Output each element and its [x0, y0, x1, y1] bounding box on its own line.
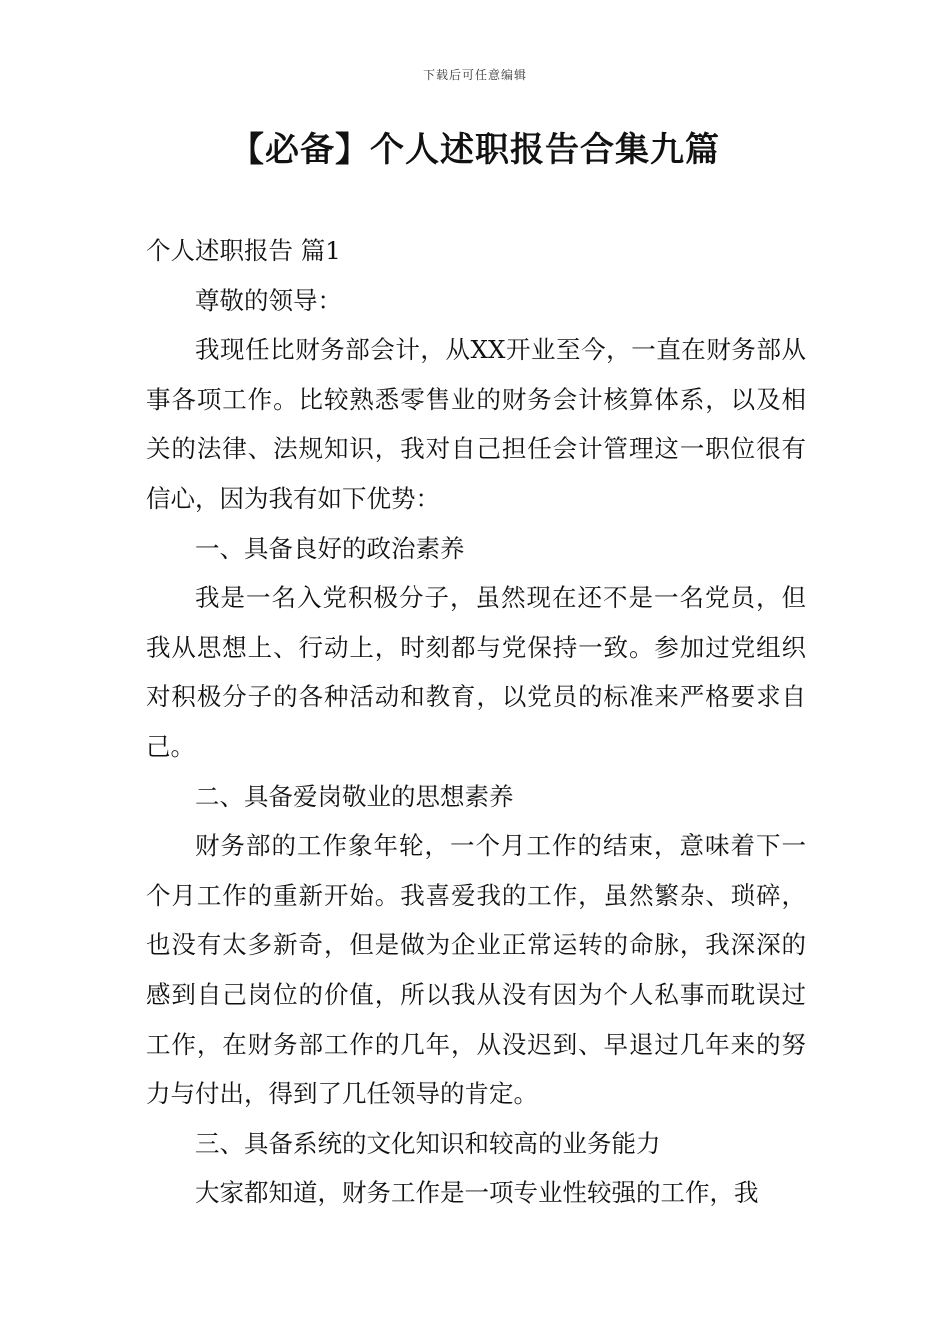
- paragraph-political: 我是一名入党积极分子，虽然现在还不是一名党员，但我从思想上、行动上，时刻都与党保持一致。参加过党组织对积极分子的各种活动和教育，以党员的标准来严格要求自己。: [146, 583, 806, 761]
- paragraph-dedication: 财务部的工作象年轮，一个月工作的结束，意味着下一个月工作的重新开始。我喜爱我的工作，虽然繁杂、琐碎，也没有太多新奇，但是做为企业正常运转的命脉，我深深的感到自己岗位的价值，所以我从没有因为个人私事而耽误过工作，在财务部工作的几年，从没迟到、早退过几年来的努力与付出，得到了几任领导的肯定。: [146, 831, 806, 1109]
- section-heading: 个人述职报告 篇1: [146, 236, 341, 265]
- salutation: 尊敬的领导：: [195, 285, 342, 315]
- paragraph-knowledge: 大家都知道，财务工作是一项专业性较强的工作，我: [195, 1178, 759, 1208]
- paragraph-intro: 我现任比财务部会计，从XX开业至今，一直在财务部从事各项工作。比较熟悉零售业的财务会计核算体系，以及相关的法律、法规知识，我对自己担任会计管理这一职位很有信心，因为我有如下优势：: [146, 335, 806, 513]
- document-title: 【必备】个人述职报告合集九篇: [230, 130, 720, 170]
- subheading-knowledge: 三、具备系统的文化知识和较高的业务能力: [195, 1128, 661, 1158]
- subheading-dedication: 二、具备爱岗敬业的思想素养: [195, 781, 514, 811]
- header-note: 下载后可任意编辑: [422, 68, 527, 82]
- document-body: [146, 226, 806, 1218]
- subheading-political: 一、具备良好的政治素养: [195, 533, 465, 563]
